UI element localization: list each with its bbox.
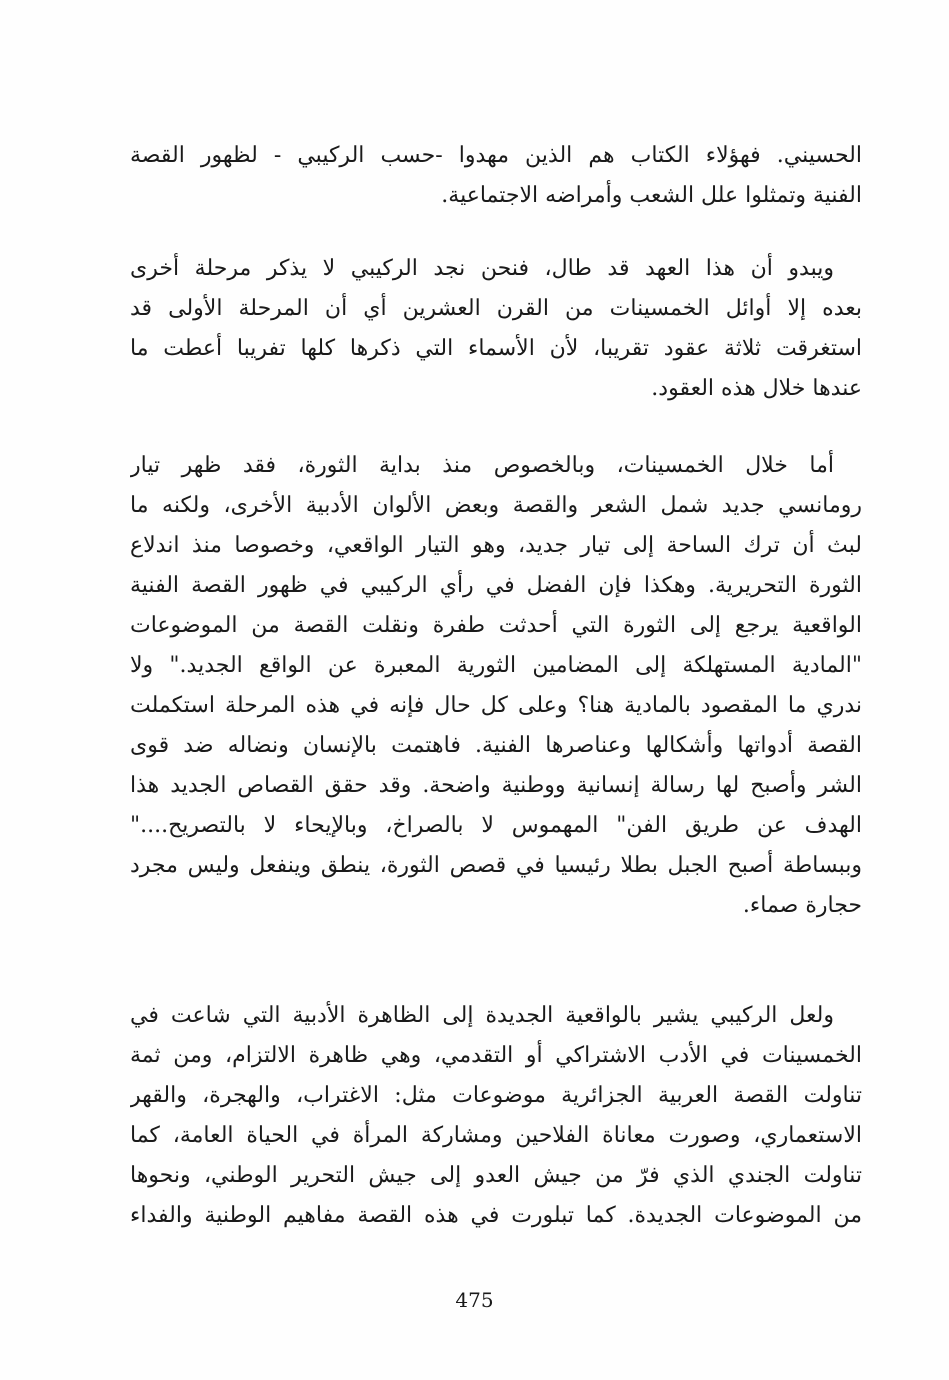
text-line: القصة أدواتها وأشكالها وعناصرها الفنية. فاهتمت بالإنسان ونضاله ضد قوى bbox=[130, 733, 862, 758]
text-line: تناولت القصة العربية الجزائرية موضوعات مثل: الاغتراب، والهجرة، والقهر bbox=[130, 1083, 862, 1108]
text-line: "المادية المستهلكة إلى المضامين الثورية المعبرة عن الواقع الجديد." ولا bbox=[130, 653, 862, 678]
text-line: عندها خلال هذه العقود. bbox=[651, 376, 862, 401]
text-line: وببساطة أصبح الجبل بطلا رئيسيا في قصص الثورة، ينطق وينفعل وليس مجرد bbox=[130, 853, 862, 878]
text-line: ولعل الركيبي يشير بالواقعية الجديدة إلى الظاهرة الأدبية التي شاعت في bbox=[130, 1003, 834, 1028]
page-number: 475 bbox=[455, 1288, 494, 1312]
paragraph-1 bbox=[130, 136, 862, 216]
text-line: الثورة التحريرية. وهكذا فإن الفضل في رأي الركيبي في ظهور القصة الفنية bbox=[130, 573, 862, 598]
text-line: استغرقت ثلاثة عقود تقريبا، لأن الأسماء التي ذكرها كلها تفريبا أعطت ما bbox=[130, 336, 862, 361]
text-line: بعده إلا أوائل الخمسينات من القرن العشرين أي أن المرحلة الأولى قد bbox=[130, 296, 862, 321]
text-line: تناولت الجندي الذي فرّ من جيش العدو إلى جيش التحرير الوطني، ونحوها bbox=[130, 1163, 862, 1188]
text-line: ويبدو أن هذا العهد قد طال، فنحن نجد الركيبي لا يذكر مرحلة أخرى bbox=[130, 256, 834, 281]
text-line: الهدف عن طريق الفن" المهموس لا بالصراخ، وبالإيحاء لا بالتصريح...." bbox=[130, 813, 862, 838]
text-line: أما خلال الخمسينات، وبالخصوص منذ بداية الثورة، فقد ظهر تيار bbox=[130, 453, 834, 478]
text-line: من الموضوعات الجديدة. كما تبلورت في هذه القصة مفاهيم الوطنية والفداء bbox=[130, 1203, 862, 1228]
text-line: رومانسي جديد شمل الشعر والقصة وبعض الألوان الأدبية الأخرى، ولكنه ما bbox=[130, 493, 862, 518]
paragraph-3 bbox=[130, 446, 862, 926]
text-line: الفنية وتمثلوا علل الشعب وأمراضه الاجتماعية. bbox=[441, 183, 862, 208]
text-line: حجارة صماء. bbox=[742, 893, 862, 918]
text-line: الشر وأصبح لها رسالة إنسانية ووطنية واضحة. وقد حقق القصاص الجديد هذا bbox=[130, 773, 862, 798]
text-line: الحسيني. فهؤلاء الكتاب هم الذين مهدوا -حسب الركيبي - لظهور القصة bbox=[130, 143, 862, 168]
paragraph-4 bbox=[130, 996, 862, 1236]
paragraph-2 bbox=[130, 249, 862, 409]
text-line: لبث أن ترك الساحة إلى تيار جديد، وهو التيار الواقعي، وخصوصا منذ اندلاع bbox=[130, 533, 862, 558]
text-line: الاستعماري، وصورت معاناة الفلاحين ومشاركة المرأة في الحياة العامة، كما bbox=[130, 1123, 862, 1148]
text-line: الواقعية يرجع إلى الثورة التي أحدثت طفرة ونقلت القصة من الموضوعات bbox=[130, 613, 862, 638]
text-line: ندري ما المقصود بالمادية هنا؟ وعلى كل حال فإنه في هذه المرحلة استكملت bbox=[130, 693, 862, 718]
text-line: الخمسينات في الأدب الاشتراكي أو التقدمي، وهي ظاهرة الالتزام، ومن ثمة bbox=[130, 1043, 862, 1068]
